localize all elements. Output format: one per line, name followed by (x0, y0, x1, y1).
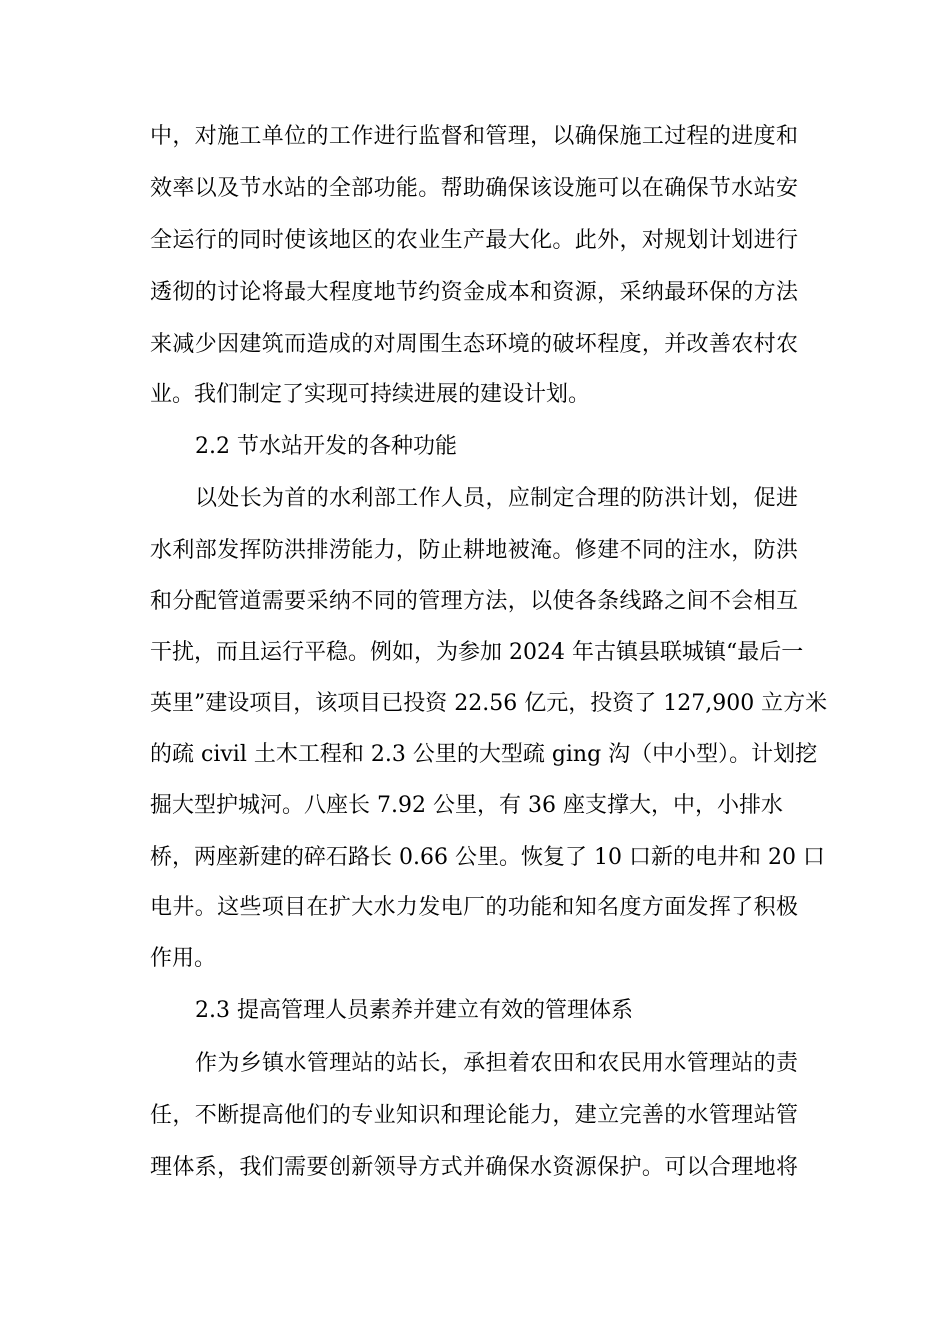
section-heading: 2.2 节水站开发的各种功能 (195, 434, 457, 459)
paragraph-line: 桥，两座新建的碎石路长 0.66 公里。恢复了 10 口新的电井和 20 口 (150, 845, 825, 870)
paragraph-line: 中，对施工单位的工作进行监督和管理，以确保施工过程的进度和 (150, 124, 798, 149)
paragraph-line: 干扰，而且运行平稳。例如，为参加 2024 年古镇县联城镇“最后一 (150, 640, 804, 665)
paragraph-line: 理体系，我们需要创新领导方式并确保水资源保护。可以合理地将 (150, 1155, 798, 1180)
paragraph-line: 以处长为首的水利部工作人员，应制定合理的防洪计划，促进 (195, 486, 798, 511)
paragraph-line: 效率以及节水站的全部功能。帮助确保该设施可以在确保节水站安 (150, 176, 798, 201)
paragraph-line: 的疏 civil 土木工程和 2.3 公里的大型疏 ging 沟（中小型）。计划挖 (150, 742, 818, 767)
paragraph-line: 任，不断提高他们的专业知识和理论能力，建立完善的水管理站管 (150, 1103, 798, 1128)
paragraph-line: 水利部发挥防洪排涝能力，防止耕地被淹。修建不同的注水，防洪 (150, 538, 798, 563)
paragraph-line: 业。我们制定了实现可持续进展的建设计划。 (150, 382, 591, 407)
paragraph-line: 英里”建设项目，该项目已投资 22.56 亿元，投资了 127,900 立方米 (150, 691, 828, 716)
paragraph-line: 作用。 (150, 946, 217, 971)
paragraph-line: 作为乡镇水管理站的站长，承担着农田和农民用水管理站的责 (195, 1051, 798, 1076)
paragraph-line: 透彻的讨论将最大程度地节约资金成本和资源，采纳最环保的方法 (150, 280, 798, 305)
paragraph-line: 全运行的同时使该地区的农业生产最大化。此外，对规划计划进行 (150, 228, 798, 253)
paragraph-line: 来减少因建筑而造成的对周围生态环境的破坏程度，并改善农村农 (150, 332, 798, 357)
paragraph-line: 掘大型护城河。八座长 7.92 公里，有 36 座支撑大，中，小排水 (150, 793, 783, 818)
section-heading: 2.3 提高管理人员素养并建立有效的管理体系 (195, 998, 633, 1023)
paragraph-line: 电井。这些项目在扩大水力发电厂的功能和知名度方面发挥了积极 (150, 895, 798, 920)
paragraph-line: 和分配管道需要采纳不同的管理方法，以使各条线路之间不会相互 (150, 589, 798, 614)
